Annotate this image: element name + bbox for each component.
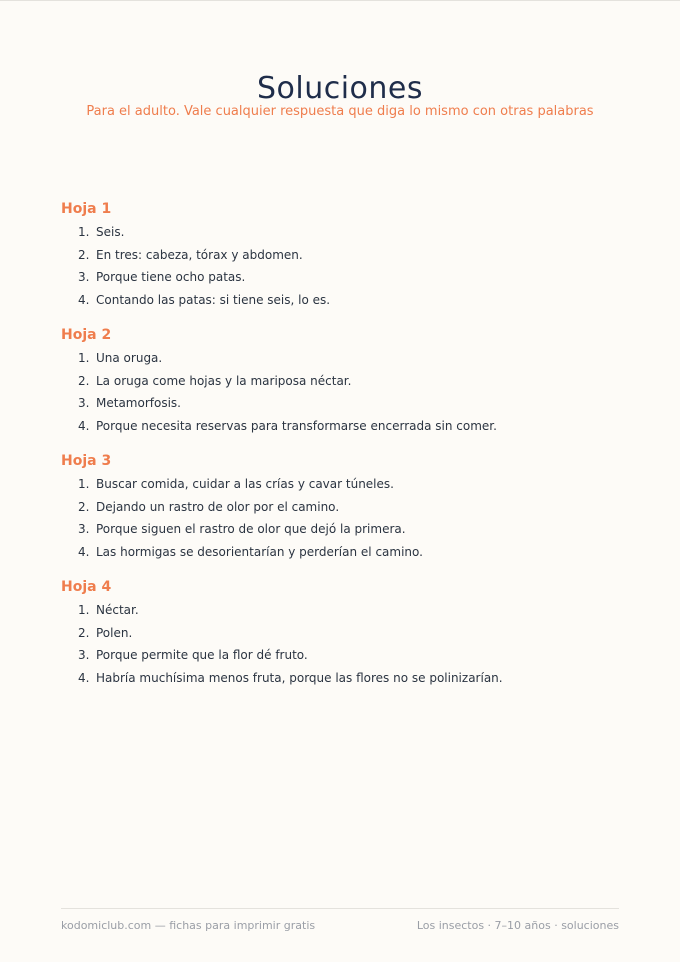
section-hoja-3 [61, 451, 641, 563]
answer-number: 1. [78, 603, 90, 617]
answer-number: 4. [78, 418, 90, 433]
answer-text: Néctar. [96, 603, 139, 617]
answer-text: Contando las patas: si tiene seis, lo es. [96, 292, 331, 307]
answer-item [61, 622, 641, 645]
answer-text: Seis. [96, 225, 125, 239]
section-title: Hoja 4 [61, 579, 112, 595]
answer-number: 3. [78, 270, 90, 284]
answer-text: En tres: cabeza, tórax y abdomen. [96, 247, 303, 262]
answer-list [61, 221, 641, 311]
answer-item [61, 496, 641, 519]
answer-item [61, 392, 641, 415]
answer-number: 1. [78, 225, 90, 239]
answer-text: Polen. [96, 625, 133, 640]
section-hoja-1 [61, 199, 641, 311]
answer-number: 2. [78, 499, 90, 514]
answer-item [61, 541, 641, 564]
answer-text: Las hormigas se desorientarían y perderían el camino. [96, 544, 423, 559]
solutions-content [61, 199, 641, 703]
answer-number: 4. [78, 292, 90, 307]
answer-item [61, 370, 641, 393]
answer-item [61, 347, 641, 370]
answer-text: Una oruga. [96, 351, 163, 365]
top-divider [0, 0, 680, 1]
section-title: Hoja 1 [61, 201, 112, 217]
section-hoja-2 [61, 325, 641, 437]
answer-text: Porque siguen el rastro de olor que dejó la primera. [96, 522, 406, 536]
answer-number: 4. [78, 544, 90, 559]
answer-number: 4. [78, 670, 90, 685]
section-title: Hoja 3 [61, 453, 112, 469]
answer-number: 3. [78, 522, 90, 536]
answer-text: Porque necesita reservas para transformarse encerrada sin comer. [96, 418, 497, 433]
footer-divider [61, 908, 619, 909]
answer-text: Dejando un rastro de olor por el camino. [96, 499, 340, 514]
answer-text: Habría muchísima menos fruta, porque las flores no se polinizarían. [96, 670, 503, 685]
page-title: Soluciones [256, 71, 424, 107]
page-subtitle: Para el adulto. Vale cualquier respuesta que diga lo mismo con otras palabras [86, 104, 594, 119]
answer-text: La oruga come hojas y la mariposa néctar. [96, 373, 352, 388]
answer-list [61, 347, 641, 437]
answer-number: 1. [78, 477, 90, 491]
answer-item [61, 518, 641, 541]
answer-item [61, 266, 641, 289]
answer-item [61, 415, 641, 438]
section-title: Hoja 2 [61, 327, 112, 343]
answer-item [61, 599, 641, 622]
answer-text: Metamorfosis. [96, 396, 181, 410]
answer-item [61, 244, 641, 267]
answer-number: 1. [78, 351, 90, 365]
footer-worksheet-info: Los insectos · 7–10 años · soluciones [416, 919, 619, 932]
answer-text: Porque tiene ocho patas. [96, 270, 246, 284]
answer-item [61, 473, 641, 496]
answer-list [61, 473, 641, 563]
section-hoja-4 [61, 577, 641, 689]
answer-text: Porque permite que la flor dé fruto. [96, 648, 308, 662]
answer-item [61, 289, 641, 312]
answer-list [61, 599, 641, 689]
answer-number: 2. [78, 373, 90, 388]
answer-number: 3. [78, 648, 90, 662]
answer-item [61, 221, 641, 244]
answer-number: 3. [78, 396, 90, 410]
answer-item [61, 667, 641, 690]
answer-number: 2. [78, 625, 90, 640]
answer-item [61, 644, 641, 667]
answer-text: Buscar comida, cuidar a las crías y cavar túneles. [96, 477, 394, 491]
answer-number: 2. [78, 247, 90, 262]
footer-site-text: kodomiclub.com — fichas para imprimir gratis [61, 919, 316, 932]
